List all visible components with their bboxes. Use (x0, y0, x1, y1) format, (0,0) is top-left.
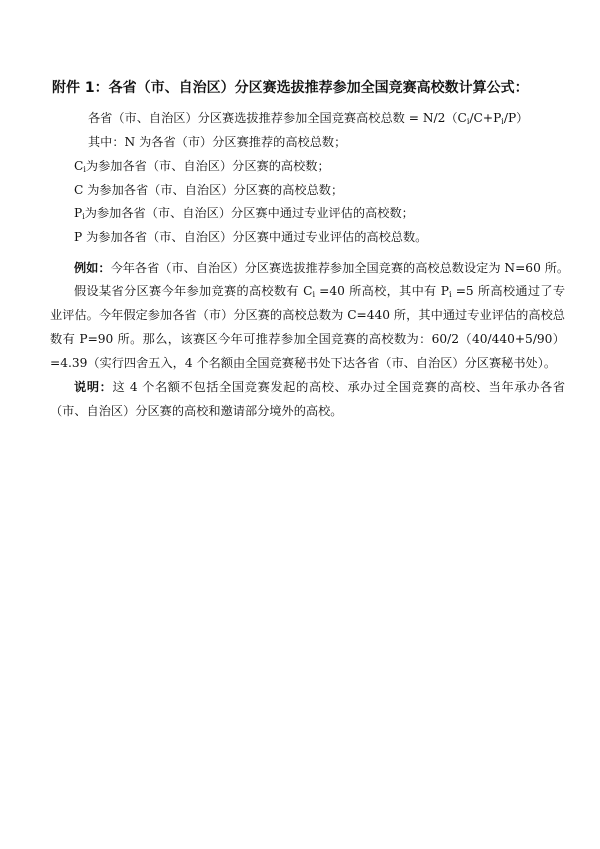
definition-p: P 为参加各省（市、自治区）分区赛中通过专业评估的高校总数。 (74, 230, 428, 244)
note-text: 这 4 个名额不包括全国竞赛发起的高校、承办过全国竞赛的高校、当年承办各省（市、自治区）分区赛的高校和邀请部分境外的高校。 (50, 380, 566, 418)
assumption-part1: 假设某省分区赛今年参加竞赛的高校数有 C (74, 284, 313, 298)
definition-pi-sub: i (82, 212, 85, 221)
definition-pi-text: 为参加各省（市、自治区）分区赛中通过专业评估的高校数； (84, 206, 414, 220)
definition-ci-text: 为参加各省（市、自治区）分区赛的高校数； (85, 159, 330, 173)
assumption-sub-pi: i (448, 290, 452, 299)
assumption-part2: =40 所高校，其中有 P (315, 284, 449, 298)
formula-line (88, 110, 528, 126)
definition-n: 其中：N 为各省（市）分区赛推荐的高校总数； (88, 135, 347, 149)
document-heading: 附件 1：各省（市、自治区）分区赛选拔推荐参加全国竞赛高校数计算公式： (52, 80, 529, 96)
example-text: 今年各省（市、自治区）分区赛选拔推荐参加全国竞赛的高校总数设定为 N=60 所。 (110, 261, 570, 275)
assumption-part3: =5 所高校通过了专业评估。今年假定参加各省（市）分区赛的高校总数为 C=440 所，其中通过专业评估的高校总数有 P=90 所。那么，该赛区今年可推荐参加全国竞赛的高校数为：60/2（40/440+5/90）=4.39（实行四舍五入，4 个名额由全国竞赛秘书处下达各省（市、自治区）分区赛秘书处）。 (50, 284, 566, 370)
definition-ci-letter: C (74, 159, 84, 173)
assumption-sub-ci: i (312, 290, 315, 299)
definition-pi (74, 205, 414, 221)
formula-end: /P） (503, 111, 529, 125)
example-label: 例如： (74, 261, 111, 275)
formula-label: 各省（市、自治区）分区赛选拔推荐参加全国竞赛高校总数 = N/2（C (88, 111, 467, 125)
definition-ci (74, 158, 330, 174)
definition-c: C 为参加各省（市、自治区）分区赛的高校总数； (74, 183, 344, 197)
formula-sub-pi: i (501, 117, 504, 126)
note-paragraph (50, 375, 565, 423)
formula-mid: /C+P (469, 111, 502, 125)
note-label: 说明： (74, 380, 113, 394)
assumption-paragraph (50, 279, 565, 375)
definition-pi-letter: P (74, 206, 83, 220)
example-paragraph (74, 260, 569, 276)
formula-sub-ci: i (466, 117, 470, 126)
definition-ci-sub: i (83, 165, 86, 174)
